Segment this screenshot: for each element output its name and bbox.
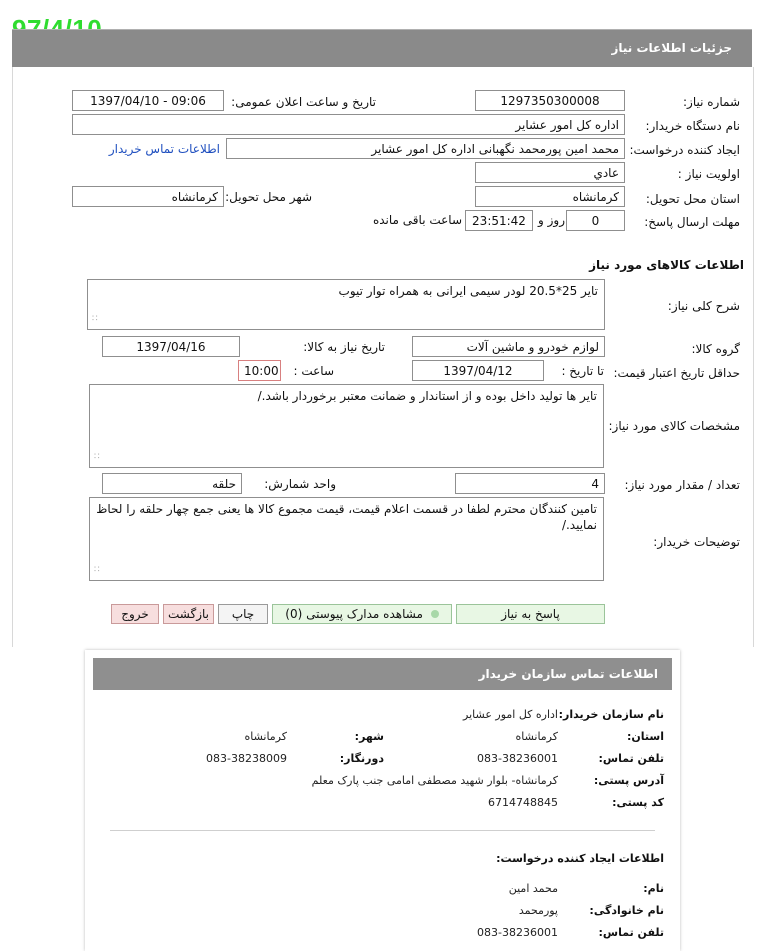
- summary-label: شرح کلی نیاز:: [667, 299, 740, 313]
- creator-label: ایجاد کننده درخواست:: [629, 143, 740, 157]
- summary-text: تایر 25*20.5 لودر سیمی ایرانی به همراه توار تیوب: [338, 284, 598, 298]
- postal-value: 6714748845: [488, 796, 558, 809]
- city-field[interactable]: کرمانشاه: [72, 186, 224, 207]
- remaining-time-field[interactable]: 23:51:42: [465, 210, 533, 231]
- province-value: کرمانشاه: [515, 730, 558, 743]
- resize-grip-icon: ∷: [92, 314, 98, 324]
- family-key: نام خانوادگی:: [589, 904, 664, 917]
- buyer-org-field[interactable]: اداره کل امور عشایر: [72, 114, 625, 135]
- city-label: شهر محل تحویل:: [225, 190, 312, 204]
- buyer-notes-label: توضیحات خریدار:: [653, 535, 740, 549]
- postal-key: کد پستی:: [612, 796, 664, 809]
- page-title: جزئیات اطلاعات نیاز: [611, 41, 732, 55]
- need-date-field[interactable]: 1397/04/16: [102, 336, 240, 357]
- priority-field[interactable]: عادي: [475, 162, 625, 183]
- hour-field[interactable]: 10:00: [238, 360, 281, 381]
- creator-section-title: اطلاعات ایجاد کننده درخواست:: [496, 852, 664, 865]
- province-field[interactable]: کرمانشاه: [475, 186, 625, 207]
- quantity-field[interactable]: 4: [455, 473, 605, 494]
- creator-phone-value: 083-38236001: [477, 926, 558, 939]
- family-value: پورمحمد: [518, 904, 558, 917]
- days-field[interactable]: 0: [566, 210, 625, 231]
- unit-label: واحد شمارش:: [264, 477, 336, 491]
- goods-group-label: گروه کالا:: [691, 342, 740, 356]
- page-title-bar: [12, 29, 752, 68]
- price-validity-label: حداقل تاریخ اعتبار قیمت:: [613, 366, 740, 380]
- name-value: محمد امین: [508, 882, 558, 895]
- reply-button[interactable]: پاسخ به نیاز: [456, 604, 605, 624]
- resize-grip-icon: ∷: [94, 565, 100, 575]
- unit-field[interactable]: حلقه: [102, 473, 242, 494]
- card-divider: [110, 830, 655, 831]
- announce-field[interactable]: 1397/04/10 - 09:06: [72, 90, 224, 111]
- goods-section-title: اطلاعات کالاهای مورد نیاز: [589, 258, 744, 272]
- address-value: کرمانشاه- بلوار شهید مصطفی امامی جنب پارک معلم: [311, 774, 558, 787]
- fax-value: 083-38238009: [206, 752, 287, 765]
- address-key: آدرس پستی:: [593, 774, 664, 787]
- announce-label: تاریخ و ساعت اعلان عمومی:: [231, 95, 376, 109]
- resize-grip-icon: ∷: [94, 452, 100, 462]
- buyer-contact-link[interactable]: اطلاعات تماس خریدار: [108, 142, 220, 156]
- specs-text: تایر ها تولید داخل بوده و از استاندار و ضمانت معتبر برخوردار باشد./: [257, 389, 597, 403]
- need-date-label: تاریخ نیاز به کالا:: [303, 340, 385, 354]
- hour-label: ساعت :: [293, 364, 334, 378]
- print-button[interactable]: چاپ: [218, 604, 268, 624]
- city-value: کرمانشاه: [244, 730, 287, 743]
- deadline-label: مهلت ارسال پاسخ:: [644, 215, 740, 229]
- org-value: اداره کل امور عشایر: [463, 708, 558, 721]
- summary-textarea[interactable]: [87, 279, 605, 330]
- fax-key: دورنگار:: [339, 752, 384, 765]
- phone-value: 083-38236001: [477, 752, 558, 765]
- creator-phone-key: تلفن تماس:: [598, 926, 664, 939]
- status-dot-icon: [431, 610, 439, 618]
- quantity-label: تعداد / مقدار مورد نیاز:: [624, 478, 740, 492]
- priority-label: اولویت نیاز :: [677, 167, 740, 181]
- city-key: شهر:: [354, 730, 384, 743]
- buyer-contact-card: [85, 650, 680, 951]
- specs-textarea[interactable]: [89, 384, 604, 468]
- attachments-button[interactable]: [272, 604, 452, 624]
- need-number-label: شماره نیاز:: [683, 95, 740, 109]
- exit-button[interactable]: خروج: [111, 604, 159, 624]
- contact-card-title: اطلاعات تماس سازمان خریدار: [478, 667, 658, 681]
- back-button[interactable]: بازگشت: [163, 604, 214, 624]
- name-key: نام:: [643, 882, 664, 895]
- specs-label: مشخصات کالای مورد نیاز:: [608, 419, 740, 433]
- contact-card-header: [93, 658, 672, 690]
- until-date-field[interactable]: 1397/04/12: [412, 360, 544, 381]
- creator-field[interactable]: محمد امین پورمحمد نگهبانی اداره کل امور عشایر: [226, 138, 625, 159]
- need-number-field[interactable]: 1297350300008: [475, 90, 625, 111]
- buyer-org-label: نام دستگاه خریدار:: [645, 119, 740, 133]
- attachments-label: مشاهده مدارک پیوستی (0): [285, 607, 423, 621]
- time-suffix: ساعت باقی مانده: [372, 213, 462, 227]
- province-label: استان محل تحویل:: [645, 192, 740, 206]
- goods-group-field[interactable]: لوازم خودرو و ماشین آلات: [412, 336, 605, 357]
- buyer-notes-textarea[interactable]: [89, 497, 604, 581]
- days-suffix: روز و: [538, 213, 565, 227]
- phone-key: تلفن تماس:: [598, 752, 664, 765]
- until-date-label: تا تاریخ :: [561, 364, 604, 378]
- province-key: استان:: [627, 730, 664, 743]
- org-key: نام سازمان خریدار:: [558, 708, 664, 721]
- buyer-notes-text: تامین کنندگان محترم لطفا در قسمت اعلام قیمت، قیمت مجموع کالا ها یعنی جمع چهار حلقه را لحاظ نمایید./: [96, 502, 597, 532]
